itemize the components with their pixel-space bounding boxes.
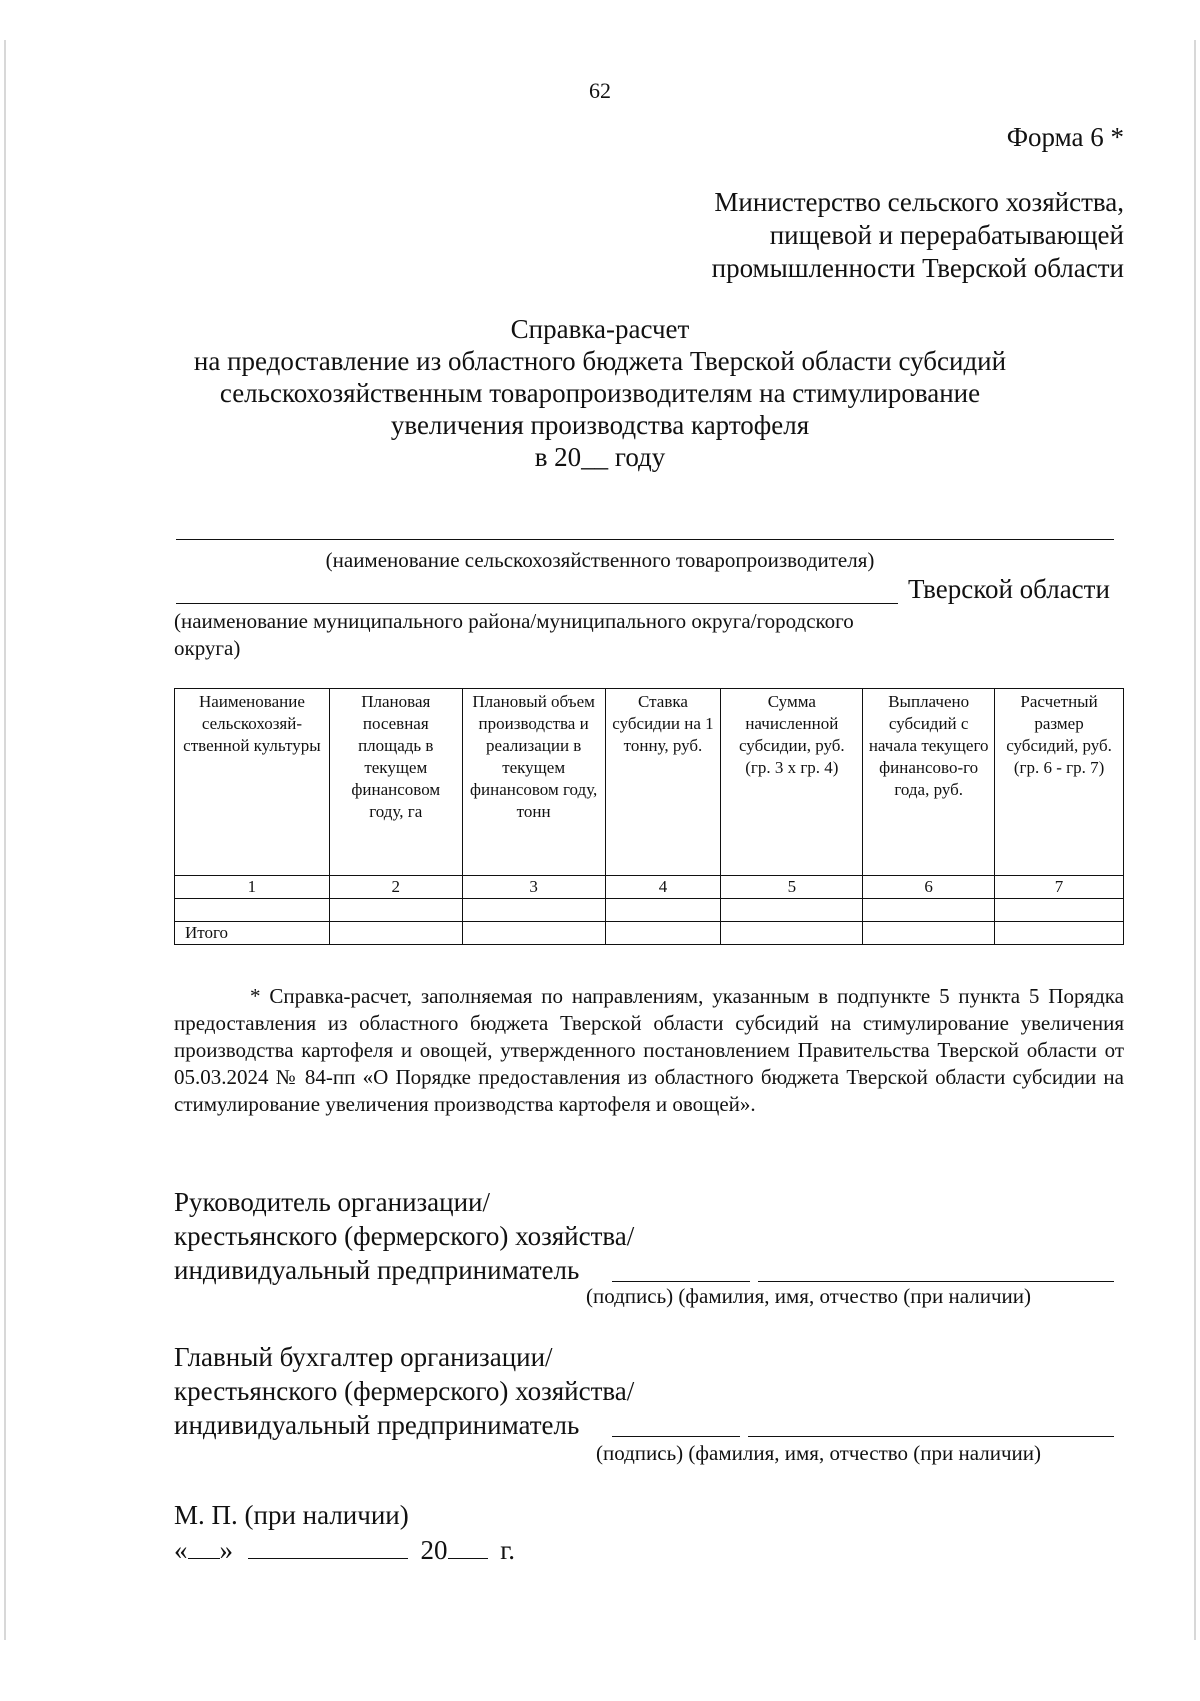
column-header: Наименование сельскохозяй-ственной культуры xyxy=(175,689,330,876)
column-number: 2 xyxy=(329,876,462,899)
head-signature-caption: (подпись) (фамилия, имя, отчество (при наличии) xyxy=(586,1284,1031,1308)
table-cell[interactable] xyxy=(462,899,605,922)
accountant-title-line: индивидуальный предприниматель xyxy=(174,1410,580,1440)
ministry-line: Министерство сельского хозяйства, xyxy=(714,187,1124,217)
column-number-row xyxy=(175,876,1124,899)
page-number: 62 xyxy=(589,78,611,103)
column-number: 7 xyxy=(995,876,1124,899)
region-suffix: Тверской области xyxy=(908,574,1110,604)
region-name-field[interactable] xyxy=(176,603,898,604)
table-cell[interactable] xyxy=(605,899,721,922)
date-year-field[interactable] xyxy=(448,1534,488,1559)
head-title-line: крестьянского (фермерского) хозяйства/ xyxy=(174,1221,635,1251)
accountant-title-line: Главный бухгалтер организации/ xyxy=(174,1342,553,1372)
total-label: Итого xyxy=(175,922,330,945)
table-header-row xyxy=(175,689,1124,876)
date-open-quote: « xyxy=(174,1535,188,1565)
table-cell[interactable] xyxy=(995,922,1124,945)
column-header: Сумма начисленной субсидии, руб. (гр. 3 х гр. 4) xyxy=(721,689,863,876)
scan-edge-left xyxy=(4,40,6,1640)
date-line xyxy=(174,1534,515,1566)
date-month-field[interactable] xyxy=(248,1534,408,1559)
table-cell[interactable] xyxy=(605,922,721,945)
ministry-line: промышленности Тверской области xyxy=(711,253,1124,283)
table-cell[interactable] xyxy=(721,922,863,945)
title-line: сельскохозяйственным товаропроизводителям на стимулирование xyxy=(219,378,981,408)
accountant-signature-field[interactable] xyxy=(612,1436,740,1437)
title-heading: Справка-расчет xyxy=(510,314,690,344)
head-title-line: Руководитель организации/ xyxy=(174,1187,491,1217)
column-header: Расчетный размер субсидий, руб. (гр. 6 - гр. 7) xyxy=(995,689,1124,876)
accountant-title-line: крестьянского (фермерского) хозяйства/ xyxy=(174,1376,635,1406)
seal-label: М. П. (при наличии) xyxy=(174,1500,409,1530)
column-number: 3 xyxy=(462,876,605,899)
head-signature-field[interactable] xyxy=(612,1281,750,1282)
title-line: на предоставление из областного бюджета Тверской области субсидий xyxy=(193,346,1007,376)
column-number: 6 xyxy=(863,876,995,899)
document-title xyxy=(0,313,1200,473)
table-cell[interactable] xyxy=(721,899,863,922)
date-year-prefix: 20 xyxy=(420,1535,448,1565)
date-day-field[interactable] xyxy=(188,1534,220,1559)
column-header: Ставка субсидии на 1 тонну, руб. xyxy=(605,689,721,876)
table-cell[interactable] xyxy=(995,899,1124,922)
footnote-text: * Справка-расчет, заполняемая по направлениям, указанным в подпункте 5 пункта 5 Порядка предоставления из областного бюджета Тверской области субсидий на стимулирование увеличения производства картофеля и овощей, утвержденного постановлением Правительства Тверской области от 05.03.2024 № 84-пп «О Порядке предоставления из областного бюджета Тверской области субсидии на стимулирование увеличения производства картофеля и овощей». xyxy=(174,984,1124,1116)
accountant-fullname-field[interactable] xyxy=(748,1436,1114,1437)
region-caption-line: округа) xyxy=(174,636,241,660)
table-cell[interactable] xyxy=(329,922,462,945)
table-row xyxy=(175,899,1124,922)
table-cell[interactable] xyxy=(863,922,995,945)
head-title-line: индивидуальный предприниматель xyxy=(174,1255,580,1285)
ministry-line: пищевой и перерабатывающей xyxy=(769,220,1124,250)
title-year-line: в 20__ году xyxy=(534,442,666,472)
column-number: 4 xyxy=(605,876,721,899)
column-header: Плановая посевная площадь в текущем финансовом году, га xyxy=(329,689,462,876)
table-cell[interactable] xyxy=(175,899,330,922)
column-header: Плановый объем производства и реализации в текущем финансовом году, тонн xyxy=(462,689,605,876)
accountant-signature-caption: (подпись) (фамилия, имя, отчество (при наличии) xyxy=(596,1441,1041,1465)
date-year-suffix: г. xyxy=(500,1535,516,1565)
head-fullname-field[interactable] xyxy=(758,1281,1114,1282)
table-cell[interactable] xyxy=(462,922,605,945)
region-caption-line: (наименование муниципального района/муниципального округа/городского xyxy=(174,609,854,633)
scan-edge-right xyxy=(1194,40,1196,1640)
column-number: 1 xyxy=(175,876,330,899)
footnote xyxy=(174,983,1124,1118)
ministry-addressee xyxy=(712,186,1124,285)
title-line: увеличения производства картофеля xyxy=(390,410,810,440)
calculation-table xyxy=(174,688,1124,945)
producer-name-field[interactable] xyxy=(176,539,1114,540)
column-number: 5 xyxy=(721,876,863,899)
table-cell[interactable] xyxy=(329,899,462,922)
total-row xyxy=(175,922,1124,945)
table-cell[interactable] xyxy=(863,899,995,922)
date-close-quote: » xyxy=(219,1535,233,1565)
column-header: Выплачено субсидий с начала текущего финансово-го года, руб. xyxy=(863,689,995,876)
form-label: Форма 6 * xyxy=(1006,122,1124,152)
producer-name-caption: (наименование сельскохозяйственного товаропроизводителя) xyxy=(325,548,875,572)
